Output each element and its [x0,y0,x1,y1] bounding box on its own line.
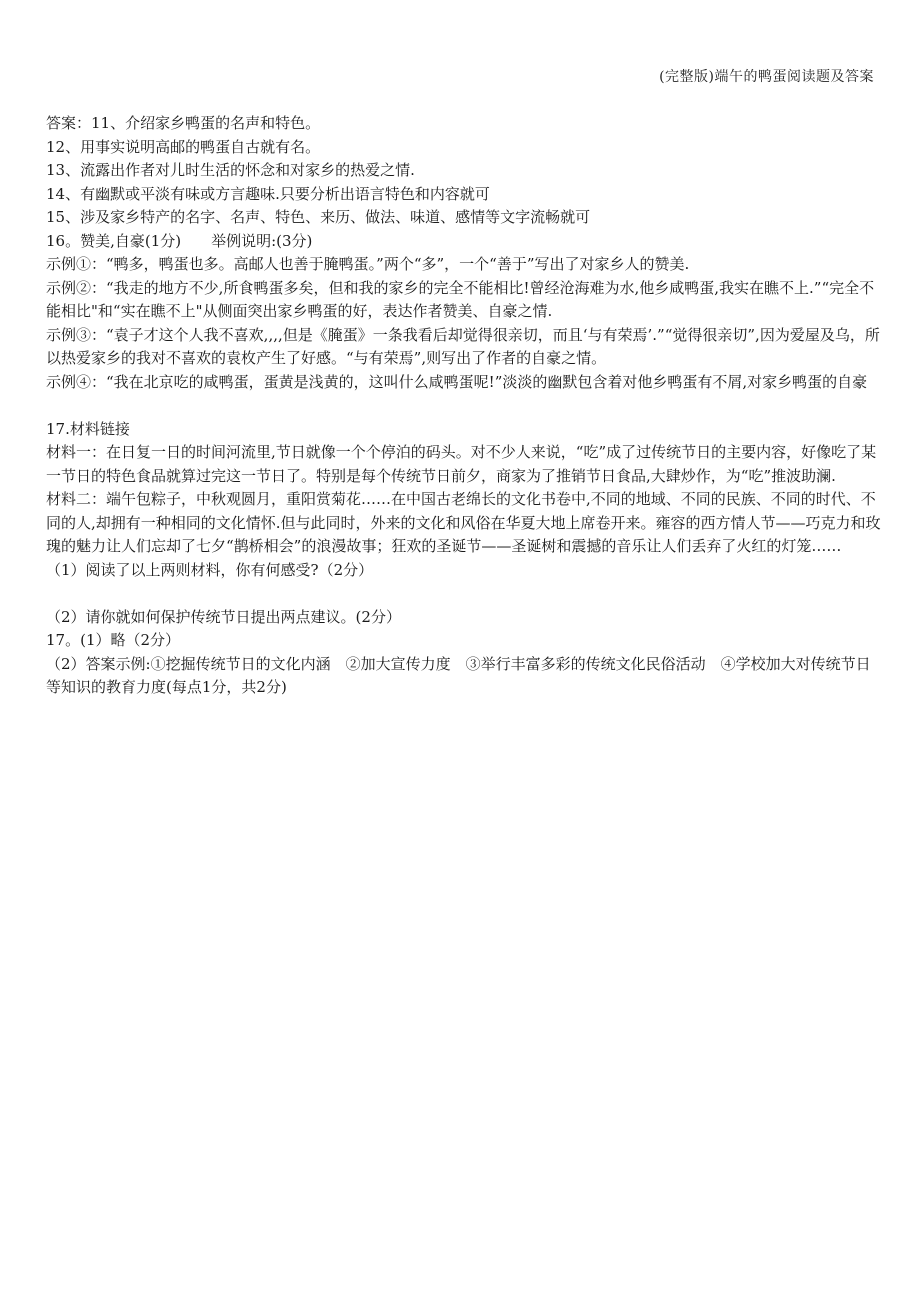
spacer [46,394,882,418]
answers-section [46,112,882,394]
question-line: （2）请你就如何保护传统节日提出两点建议。(2分） [46,607,401,626]
spacer [46,582,882,606]
answer-line: 14、有幽默或平淡有味或方言趣味.只要分析出语言特色和内容就可 [46,184,490,203]
answer-line: 答案：11、介绍家乡鸭蛋的名声和特色。 [46,114,321,132]
question-answer-section [46,606,882,700]
answer-line: 13、流露出作者对儿时生活的怀念和对家乡的热爱之情. [46,161,415,179]
example-paragraph: 示例②：“我走的地方不少,所食鸭蛋多矣，但和我的家乡的完全不能相比!曾经沧海难为水,他乡咸鸭蛋,我实在瞧不上.”“完全不能相比"和“实在瞧不上"从侧面突出家乡鸭蛋的好，表达作者赞美、自豪之情. [46,278,875,320]
material-paragraph: 材料二：端午包粽子，中秋观圆月，重阳赏菊花……在中国古老绵长的文化书卷中,不同的地域、不同的民族、不同的时代、不同的人,却拥有一种相同的文化情怀.但与此同时，外来的文化和风俗在华夏大地上席卷开来。雍容的西方情人节——巧克力和玫瑰的魅力让人们忘却了七夕“鹊桥相会”的浪漫故事；狂欢的圣诞节——圣诞树和震撼的音乐让人们丢弃了火红的灯笼…… [46,490,881,555]
answer-line: 17。(1）略（2分） [46,631,181,649]
answer-paragraph: （2）答案示例:①挖掘传统节日的文化内涵 ②加大宣传力度 ③举行丰富多彩的传统文化民俗活动 ④学校加大对传统节日等知识的教育力度(每点1分，共2分) [46,654,871,696]
material-paragraph: 材料一：在日复一日的时间河流里,节日就像一个个停泊的码头。对不少人来说，“吃”成了过传统节日的主要内容，好像吃了某一节日的特色食品就算过完这一节日了。特别是每个传统节日前夕，商家为了推销节日食品,大肆炒作，为“吃”推波助澜. [46,443,877,485]
section-heading: 17.材料链接 [46,419,130,438]
material-section [46,418,882,583]
answer-line: 16。赞美,自豪(1分) 举例说明:(3分) [46,231,313,250]
answer-line: 15、涉及家乡特产的名字、名声、特色、来历、做法、味道、感情等文字流畅就可 [46,208,591,226]
example-paragraph: 示例③：“袁子才这个人我不喜欢,,,,但是《腌蛋》一条我看后却觉得很亲切，而且‘与有荣焉’.”“觉得很亲切”,因为爱屋及乌，所以热爱家乡的我对不喜欢的袁枚产生了好感。“与有荣焉”,则写出了作者的自豪之情。 [46,325,880,367]
page-header-title: (完整版)端午的鸭蛋阅读题及答案 [659,69,874,85]
question-line: （1）阅读了以上两则材料，你有何感受?（2分） [46,560,374,579]
answer-line: 12、用事实说明高邮的鸭蛋自古就有名。 [46,137,321,156]
example-paragraph: 示例①：“鸭多，鸭蛋也多。高邮人也善于腌鸭蛋。”两个“多”，一个“善于”写出了对家乡人的赞美. [46,255,690,273]
document-body [46,112,882,700]
example-paragraph: 示例④：“我在北京吃的咸鸭蛋，蛋黄是浅黄的，这叫什么咸鸭蛋呢!”淡淡的幽默包含着对他乡鸭蛋有不屑,对家乡鸭蛋的自豪 [46,372,868,391]
